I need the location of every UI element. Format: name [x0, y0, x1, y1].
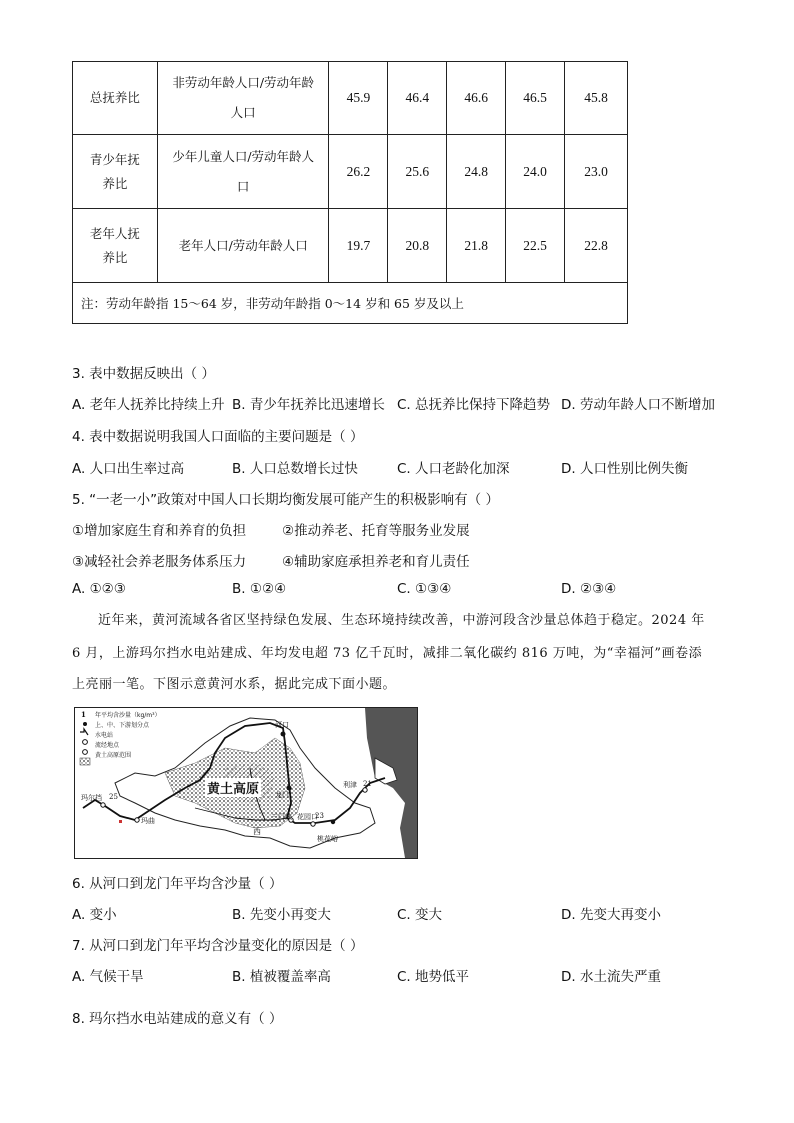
table-cell: 46.5 [506, 62, 565, 135]
question-3-stem: 3. 表中数据反映出（ ） [72, 366, 215, 382]
q7-option-c[interactable]: C. 地势低平 [397, 969, 470, 985]
legend-point-icon [83, 722, 87, 726]
legend-plateau-icon [80, 758, 90, 765]
table-note-row [73, 283, 628, 324]
table-cell: 45.8 [565, 62, 628, 135]
passage-line-2: 6 月，上游玛尔挡水电站建成、年均发电超 73 亿千瓦时，减排二氧化碳约 816 万吨，为“幸福河”画卷添 [72, 646, 703, 661]
question-5-stem: 5. “一老一小”政策对中国人口长期均衡发展可能产生的积极影响有（ ） [72, 492, 499, 508]
maerdang-marker [101, 803, 105, 807]
q3-option-b[interactable]: B. 青少年抚养比迅速增长 [232, 397, 385, 413]
legend-label-place: 流经地点 [95, 742, 120, 749]
legend-label-divide: 上、中、下游划分点 [95, 722, 150, 729]
q3-option-d[interactable]: D. 劳动年龄人口不断增加 [561, 397, 715, 413]
table-cell: 23.0 [565, 135, 628, 209]
place-lijin: 利津 [343, 781, 357, 789]
taohuayu-marker [331, 820, 335, 824]
q5-option-a[interactable]: A. ①②③ [72, 581, 126, 597]
q4-option-b[interactable]: B. 人口总数增长过快 [232, 461, 358, 477]
q3-option-a[interactable]: A. 老年人抚养比持续上升 [72, 397, 225, 413]
dependency-ratio-table [72, 61, 628, 324]
legend-label-sediment: 年平均含沙量（kg/m³） [95, 712, 161, 719]
q5-item-4: ④辅助家庭承担养老和育儿责任 [282, 554, 470, 570]
q3-option-c[interactable]: C. 总抚养比保持下降趋势 [397, 397, 551, 413]
yellow-river-map [74, 707, 418, 859]
table-cell: 20.8 [388, 209, 447, 283]
table-cell: 24.0 [506, 135, 565, 209]
place-maerdang: 玛尔挡 [81, 794, 102, 802]
q6-option-a[interactable]: A. 变小 [72, 907, 117, 923]
table-cell: 26.2 [329, 135, 388, 209]
q5-option-c[interactable]: C. ①③④ [397, 581, 452, 597]
value-huayuankou: 23 [315, 812, 324, 820]
legend-number: 1 [81, 710, 86, 719]
place-xi: 西 [253, 827, 261, 836]
passage-line-1: 近年来，黄河流域各省区坚持绿色发展、生态环境持续改善，中游河段含沙量总体趋于稳定。2024 年 [98, 613, 705, 628]
table-row [73, 209, 628, 283]
table-cell: 22.8 [565, 209, 628, 283]
q7-option-b[interactable]: B. 植被覆盖率高 [232, 969, 331, 985]
table-cell: 46.6 [447, 62, 506, 135]
q4-option-c[interactable]: C. 人口老龄化加深 [397, 461, 510, 477]
maqu-marker [135, 818, 139, 822]
legend-label-station: 水电站 [95, 732, 114, 739]
q5-option-b[interactable]: B. ①②④ [232, 581, 287, 597]
place-huayuankou: 花园口 [297, 813, 318, 821]
passage-line-3: 上亮丽一笔。下图示意黄河水系，据此完成下面小题。 [72, 677, 397, 692]
legend-place-icon [83, 750, 88, 755]
lijin-marker [363, 788, 367, 792]
table-cell: 25.6 [388, 135, 447, 209]
q5-item-1: ①增加家庭生育和养育的负担 [72, 523, 247, 539]
question-4-stem: 4. 表中数据说明我国人口面临的主要问题是（ ） [72, 429, 364, 445]
row-label: 青少年抚养比 [73, 135, 158, 209]
row-label: 老年人抚养比 [73, 209, 158, 283]
q5-item-2: ②推动养老、托育等服务业发展 [282, 523, 470, 539]
plateau-label: 黄土高原 [205, 778, 261, 797]
place-maqu: 玛曲 [141, 817, 155, 825]
question-8-stem: 8. 玛尔挡水电站建成的意义有（ ） [72, 1011, 283, 1027]
table-row [73, 62, 628, 135]
q7-option-d[interactable]: D. 水土流失严重 [561, 969, 661, 985]
table-row [73, 135, 628, 209]
table-cell: 21.8 [447, 209, 506, 283]
hekou-marker [281, 732, 286, 737]
table-cell: 45.9 [329, 62, 388, 135]
q7-option-a[interactable]: A. 气候干旱 [72, 969, 144, 985]
q6-option-b[interactable]: B. 先变小再变大 [232, 907, 331, 923]
value-lijin: 21 [363, 780, 372, 788]
table-cell: 24.8 [447, 135, 506, 209]
row-description: 少年儿童人口/劳动年龄人口 [157, 135, 329, 209]
question-6-stem: 6. 从河口到龙门年平均含沙量（ ） [72, 876, 283, 892]
table-note: 注：劳动年龄指 15～64 岁，非劳动年龄指 0～14 岁和 65 岁及以上 [73, 283, 628, 324]
q6-option-c[interactable]: C. 变大 [397, 907, 443, 923]
place-taohuayu: 桃花峪 [317, 835, 338, 843]
legend-station-icon [83, 740, 88, 745]
table-cell: 46.4 [388, 62, 447, 135]
table-cell: 19.7 [329, 209, 388, 283]
row-label: 总抚养比 [73, 62, 158, 135]
table-cell: 22.5 [506, 209, 565, 283]
q6-option-d[interactable]: D. 先变大再变小 [561, 907, 661, 923]
q5-item-3: ③减轻社会养老服务体系压力 [72, 554, 247, 570]
place-longmen: 龙门 [275, 791, 289, 799]
q5-option-d[interactable]: D. ②③④ [561, 581, 617, 597]
legend-divide-icon [80, 729, 88, 735]
legend-label-plateau: 黄土高原范围 [95, 752, 132, 759]
row-description: 老年人口/劳动年龄人口 [157, 209, 329, 283]
q4-option-d[interactable]: D. 人口性别比例失衡 [561, 461, 688, 477]
huayuankou-marker [311, 822, 315, 826]
question-7-stem: 7. 从河口到龙门年平均含沙量变化的原因是（ ） [72, 938, 364, 954]
place-sanmenxia: 三门峡 [271, 813, 292, 821]
row-description: 非劳动年龄人口/劳动年龄人口 [157, 62, 329, 135]
q4-option-a[interactable]: A. 人口出生率过高 [72, 461, 185, 477]
place-hekou: 河口 [275, 721, 289, 729]
value-maerdang: 25 [109, 793, 118, 801]
